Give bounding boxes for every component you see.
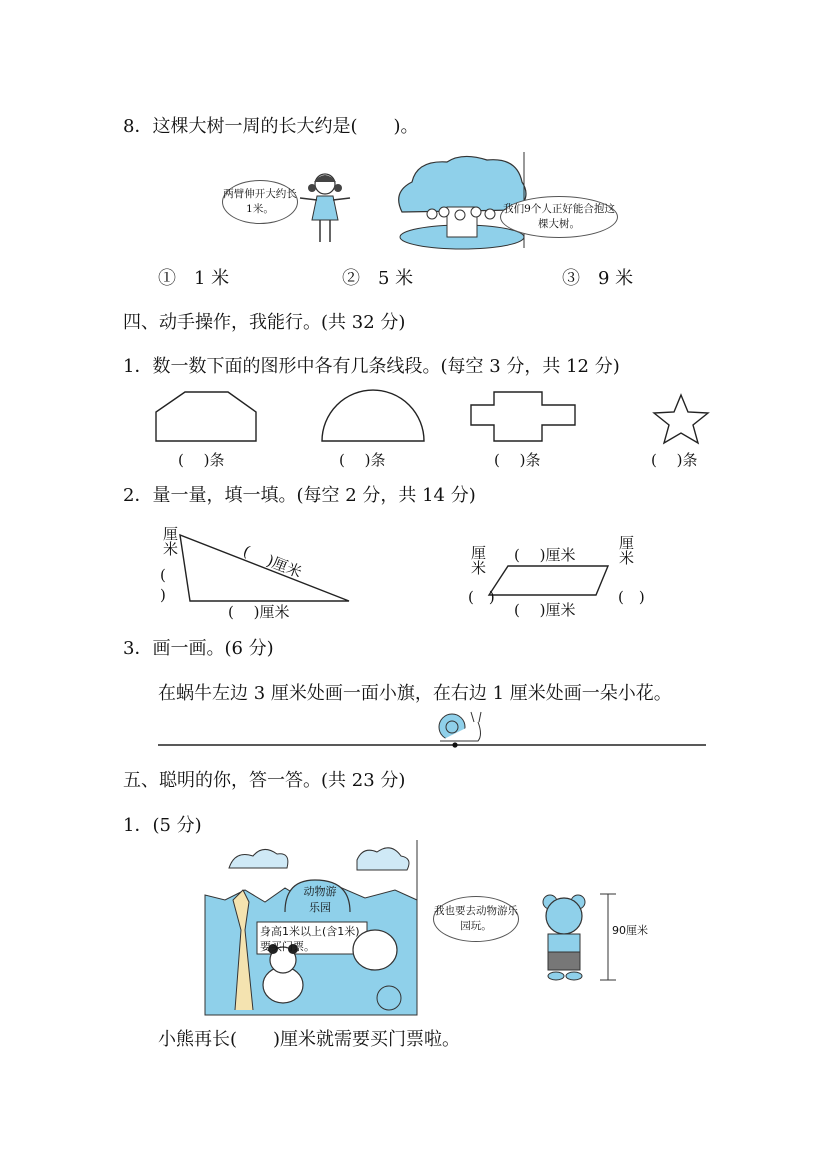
snail-illustration — [439, 712, 481, 741]
option-2: ② 5 米 — [342, 268, 414, 289]
blank-pentagon[interactable]: ( )条 — [178, 451, 225, 469]
triangle-left-unit: 厘米 — [161, 526, 179, 556]
section-5-q1-answer[interactable]: 小熊再长( )厘米就需要买门票啦。 — [158, 1029, 461, 1050]
blank-semicircle[interactable]: ( )条 — [339, 451, 386, 469]
triangle-bottom-blank[interactable]: ( )厘米 — [228, 603, 290, 621]
section-4-q3-title: 3．画一画。(6 分) — [123, 638, 274, 659]
section-4-q2-title: 2．量一量，填一填。(每空 2 分，共 14 分) — [123, 485, 476, 506]
park-sign: 动物游乐园 — [303, 885, 337, 914]
section-4-title: 四、动手操作，我能行。(共 32 分) — [123, 312, 406, 333]
parallelogram-right-unit: 厘米 — [617, 535, 635, 565]
section-4-q1-title: 1．数一数下面的图形中各有几条线段。(每空 3 分，共 12 分) — [123, 356, 620, 377]
section-5-title: 五、聪明的你，答一答。(共 23 分) — [123, 770, 406, 791]
option-1: ① 1 米 — [158, 268, 230, 289]
speech-bubble-kids: 我们9个人正好能合抱这棵大树。 — [500, 196, 618, 238]
speech-bubble-girl: 两臂伸开大约长1米。 — [222, 180, 298, 224]
blank-cross[interactable]: ( )条 — [494, 451, 541, 469]
bear-height-label: 90厘米 — [612, 924, 648, 937]
triangle-hypotenuse-blank[interactable]: ( )厘米 — [240, 541, 305, 582]
parallelogram-right-blank[interactable]: ( ) — [618, 588, 645, 606]
triangle-left-blank[interactable]: ( — [160, 566, 166, 584]
speech-bubble-bear: 我也要去动物游乐园玩。 — [433, 896, 519, 942]
section-4-q3-instruction: 在蜗牛左边 3 厘米处画一面小旗，在右边 1 厘米处画一朵小花。 — [158, 683, 672, 704]
blank-star[interactable]: ( )条 — [651, 451, 698, 469]
parallelogram-left-blank[interactable]: ( ) — [468, 588, 495, 606]
parallelogram-left-unit: 厘米 — [469, 545, 487, 575]
parallelogram-top-blank[interactable]: ( )厘米 — [514, 546, 576, 564]
question-8-title: 8．这棵大树一周的长大约是( )。 — [123, 116, 419, 137]
option-3: ③ 9 米 — [562, 268, 634, 289]
ticket-rule-sign: 身高1米以上(含1米)要买门票。 — [260, 925, 360, 953]
section-5-q1-title: 1．(5 分) — [123, 815, 202, 836]
triangle-left-blank-close: ) — [160, 586, 166, 604]
parallelogram-bottom-blank[interactable]: ( )厘米 — [514, 601, 576, 619]
